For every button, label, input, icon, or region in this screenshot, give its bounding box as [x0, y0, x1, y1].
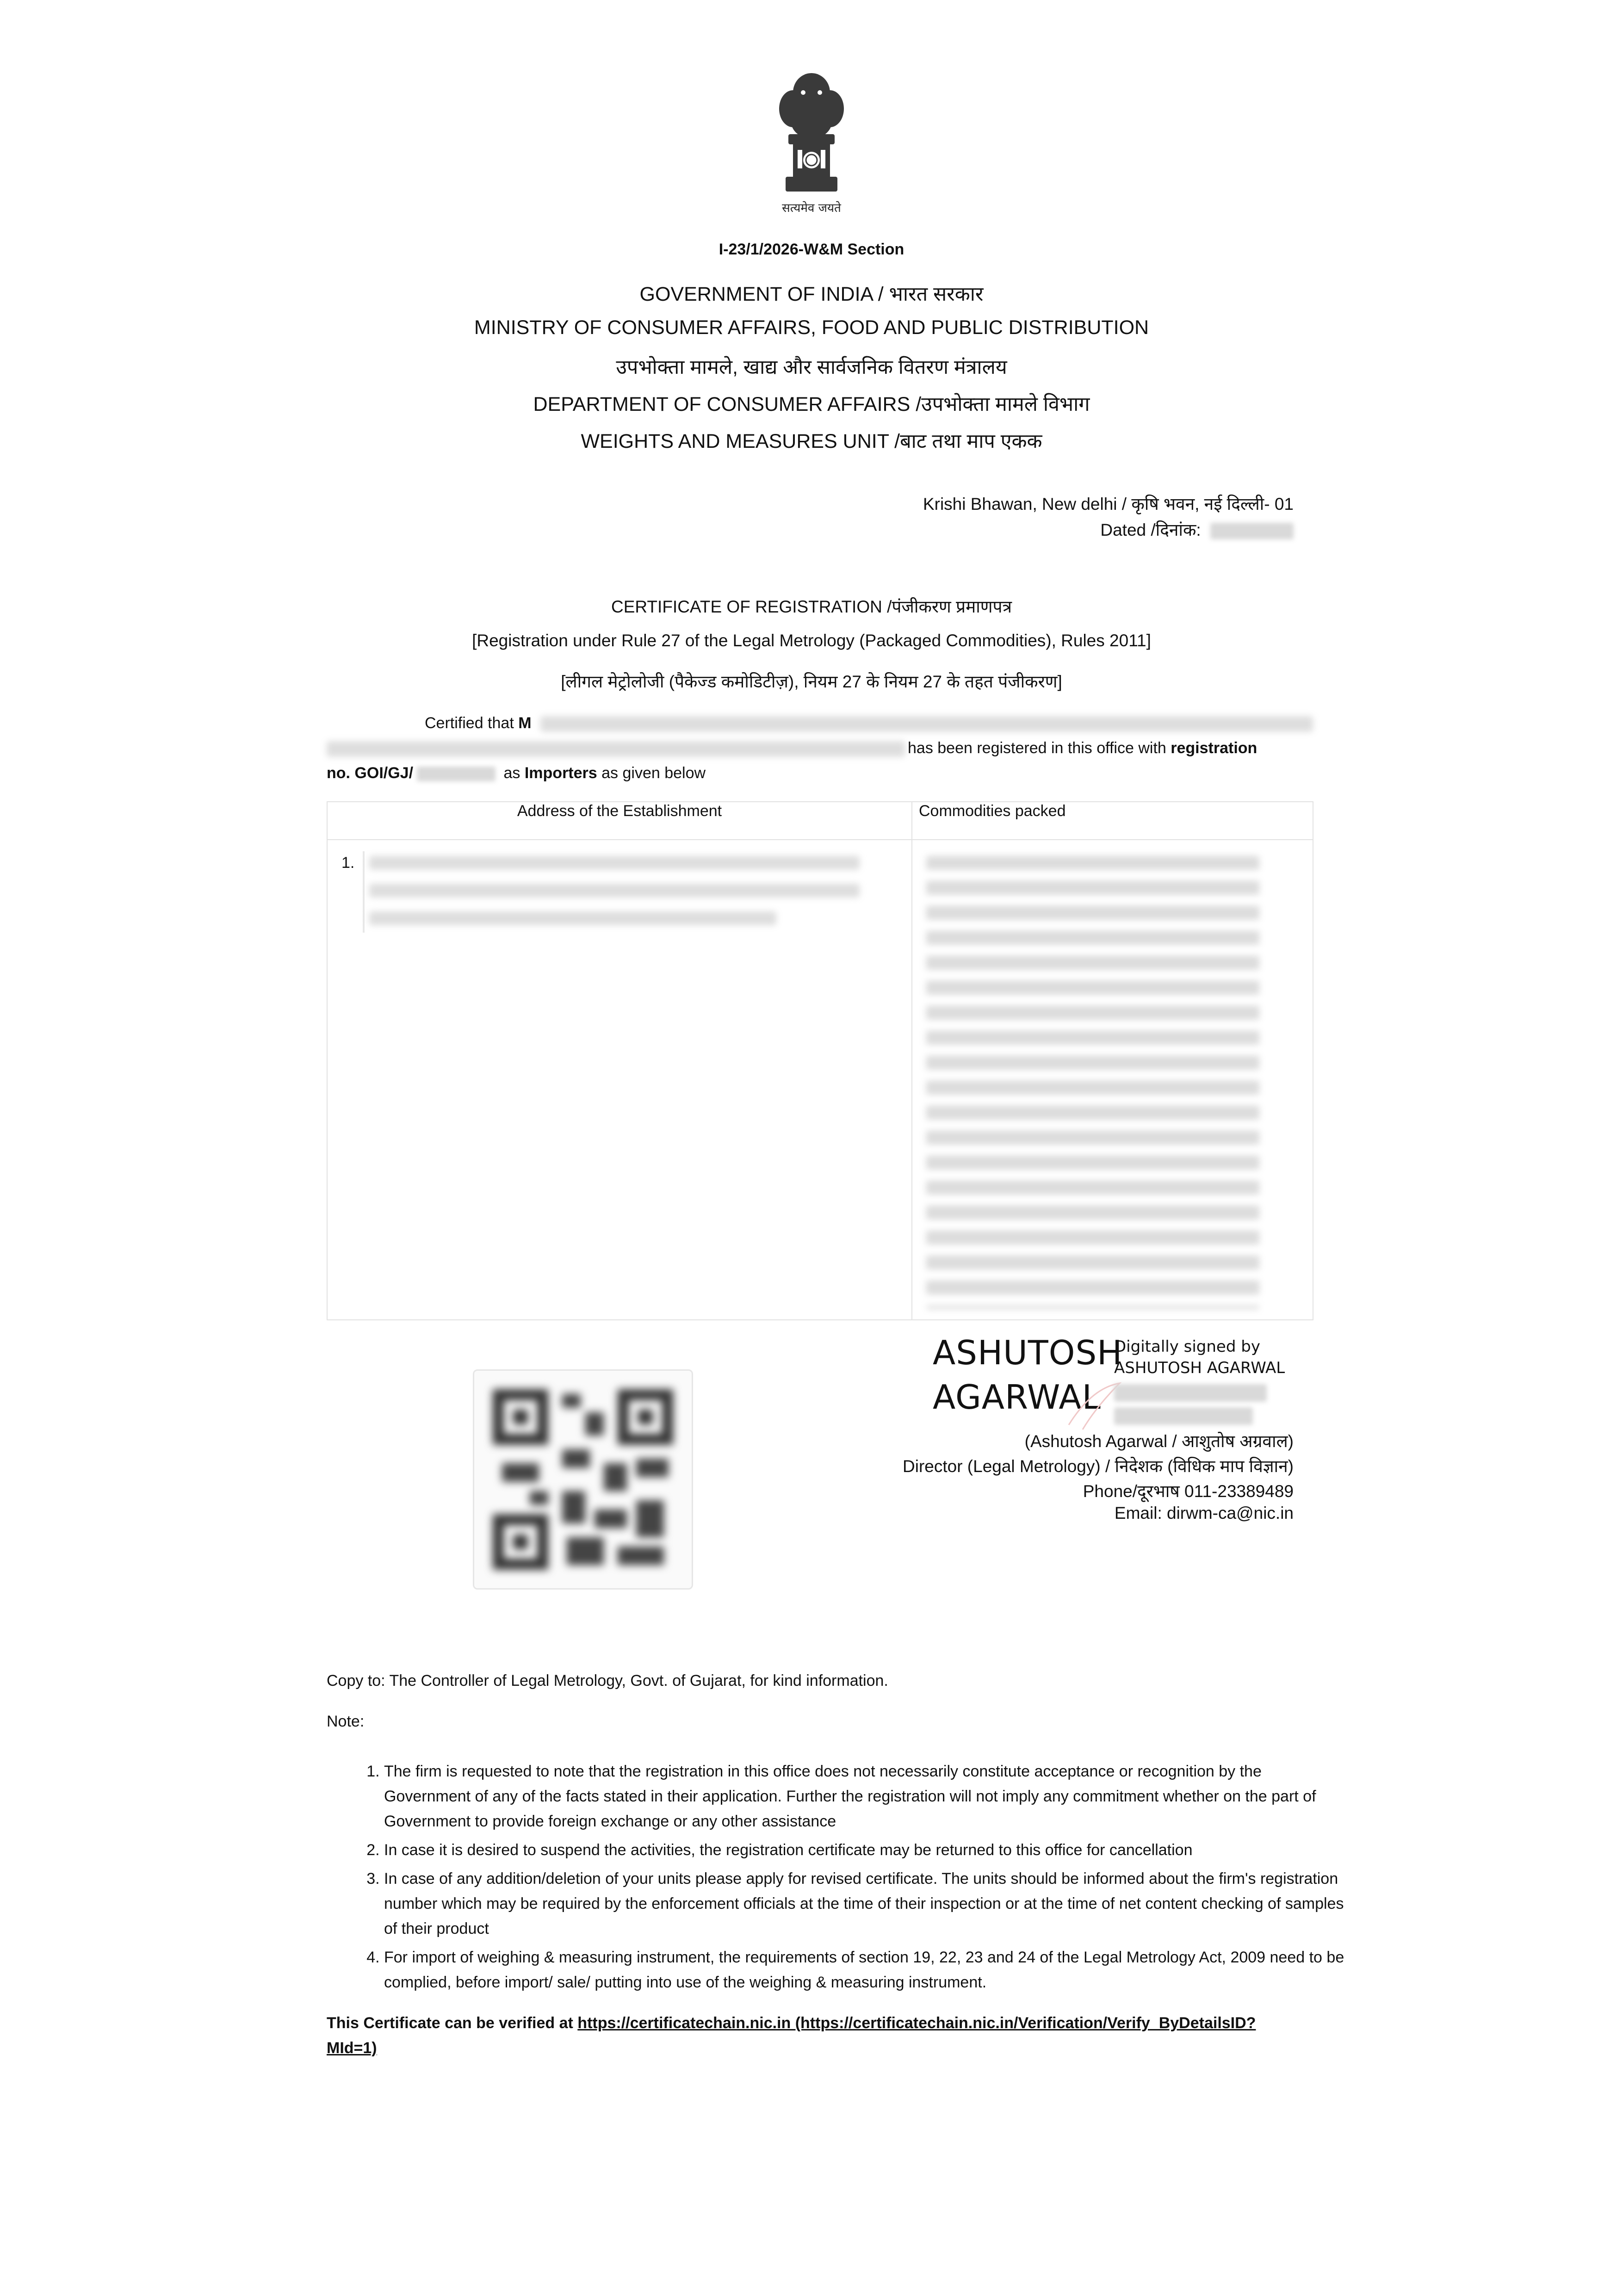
column-header-address: Address of the Establishment	[327, 802, 912, 840]
redacted-date	[1210, 523, 1294, 539]
file-reference: I-23/1/2026-W&M Section	[719, 241, 904, 258]
notes-list	[352, 1759, 1346, 1999]
signatory-designation: Director (Legal Metrology) / निदेशक (विधिक माप विज्ञान)	[903, 1457, 1294, 1476]
commodities-cell	[912, 840, 1313, 1320]
redacted-address-line	[369, 856, 860, 870]
signatory-email: Email: dirwm-ca@nic.in	[1114, 1504, 1294, 1522]
redacted-address-line	[369, 884, 860, 897]
issue-date	[1100, 517, 1294, 541]
note-item: 3. In case of any addition/deletion of your units please apply for revised certificate. The units should be informed about the firm's registration number which may be required by the enforcement officials at the time of their inspection or at the time of net content checking of samples of their product	[384, 1866, 1346, 1941]
issue-location: Krishi Bhawan, New delhi / कृषि भवन, नई दिल्ली- 01	[923, 495, 1294, 514]
signatory-name: (Ashutosh Agarwal / आशुतोष अग्रवाल)	[1024, 1432, 1294, 1451]
signature-details	[1114, 1336, 1285, 1425]
header-government: GOVERNMENT OF INDIA / भारत सरकार	[639, 283, 984, 305]
copy-to: Copy to: The Controller of Legal Metrology, Govt. of Gujarat, for kind information.	[327, 1672, 888, 1690]
header-department: DEPARTMENT OF CONSUMER AFFAIRS /उपभोक्ता मामले विभाग	[533, 393, 1090, 415]
redacted-commodities-list	[926, 856, 1259, 1309]
redacted-signature-time	[1114, 1407, 1253, 1425]
national-emblem-icon	[770, 65, 853, 217]
header-ministry: MINISTRY OF CONSUMER AFFAIRS, FOOD AND PUBLIC DISTRIBUTION	[474, 316, 1149, 339]
table-header-row	[327, 802, 1313, 840]
registration-type: Importers	[524, 764, 597, 782]
table-row	[327, 840, 1313, 1320]
verification-link[interactable]: https://certificatechain.nic.in (https://certificatechain.nic.in/Verification/Verify_ByDetailsID?MId=1)	[327, 2014, 1256, 2057]
row-number: 1.	[341, 854, 355, 872]
emblem-motto: सत्यमेव जयते	[782, 201, 841, 215]
registration-number-line: no. GOI/GJ/ as Importers as given below	[327, 764, 706, 782]
verification-line	[327, 2011, 1298, 2061]
redacted-address-line	[369, 911, 776, 925]
column-header-commodities: Commodities packed	[912, 802, 1313, 840]
signatory-phone: Phone/दूरभाष 011-23389489	[1083, 1482, 1294, 1501]
redacted-firm-address	[327, 741, 905, 757]
firm-initial: M	[518, 714, 532, 732]
certificate-title: CERTIFICATE OF REGISTRATION /पंजीकरण प्रमाणपत्र	[611, 597, 1012, 616]
note-item: 2. In case it is desired to suspend the activities, the registration certificate may be returned to this office for cancellation	[384, 1838, 1346, 1863]
address-cell	[327, 840, 912, 1320]
certified-intro: Certified that M	[425, 714, 532, 732]
dated-label: Dated /दिनांक:	[1100, 520, 1201, 539]
verification-prefix: This Certificate can be verified at	[327, 2014, 573, 2032]
header-unit: WEIGHTS AND MEASURES UNIT /बाट तथा माप एकक	[581, 430, 1042, 452]
certificate-subtitle: [Registration under Rule 27 of the Legal Metrology (Packaged Commodities), Rules 2011]	[472, 631, 1151, 650]
establishment-table	[327, 801, 1313, 1320]
signature-name-first: ASHUTOSH	[933, 1333, 1123, 1372]
note-item: 1. The firm is requested to note that the registration in this office does not necessarily constitute acceptance or recognition by the Government of any of the facts stated in their application. Further the registration will not imply any commitment whether on the part of Government to provide foreign exchange or any other assistance	[384, 1759, 1346, 1834]
registration-prefix: no. GOI/GJ/	[327, 764, 414, 782]
registered-text: has been registered in this office with registration	[908, 739, 1258, 757]
redacted-registration-number	[417, 767, 496, 781]
note-label: Note:	[327, 1713, 365, 1730]
signature-name-last: AGARWAL	[933, 1378, 1101, 1417]
qr-code	[473, 1369, 693, 1590]
signer-name: ASHUTOSH AGARWAL	[1114, 1359, 1285, 1377]
certificate-subtitle-hindi: [लीगल मेट्रोलोजी (पैकेज्ड कमोडिटीज़), नियम 27 के नियम 27 के तहत पंजीकरण]	[561, 672, 1062, 691]
digitally-signed-by: Digitally signed by	[1114, 1337, 1260, 1356]
note-item: 4. For import of weighing & measuring instrument, the requirements of section 19, 22, 23 and 24 of the Legal Metrology Act, 2009 need to be complied, before import/ sale/ putting into use of the weighing & measuring instrument.	[384, 1945, 1346, 1995]
header-ministry-hindi: उपभोक्ता मामले, खाद्य और सार्वजनिक वितरण मंत्रालय	[616, 356, 1007, 378]
redacted-firm-name	[540, 716, 1313, 732]
redacted-signature-date	[1114, 1384, 1267, 1402]
